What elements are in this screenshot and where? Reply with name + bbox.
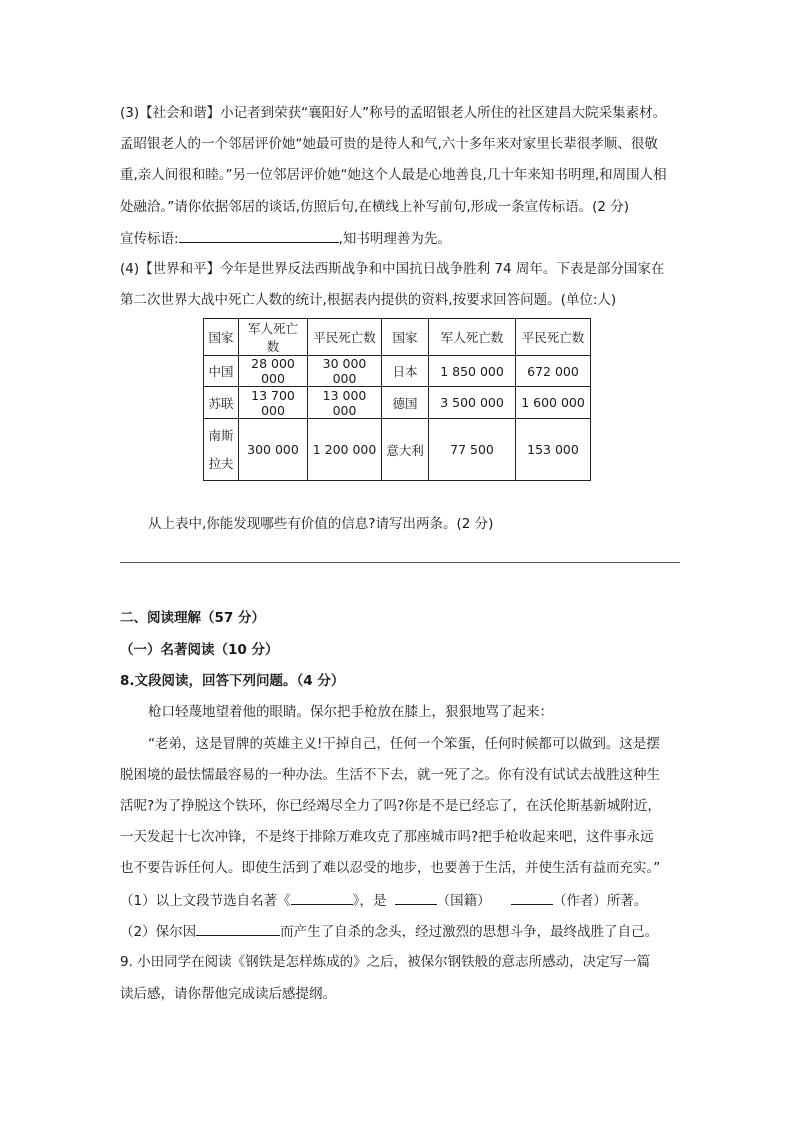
table-header-row <box>204 319 591 356</box>
q3-line-1: (3)【社会和谐】小记者到荣获“襄阳好人”称号的孟昭银老人所住的社区建昌大院采集素材。 <box>120 105 667 121</box>
ww2-deaths-table <box>203 318 591 481</box>
slogan-suffix: ,知书明理善为先。 <box>338 231 451 247</box>
q8-sub1 <box>120 890 647 911</box>
table-row <box>204 356 591 387</box>
q4-line-2: 第二次世界大战中死亡人数的统计,根据表内提供的资料,按要求回答问题。(单位:人) <box>120 292 617 308</box>
table-cell: 南斯 拉夫 <box>204 419 239 481</box>
table-cell: 1 200 000 <box>308 419 382 481</box>
table-cell: 77 500 <box>429 419 516 481</box>
author-blank[interactable] <box>511 890 553 905</box>
table-row <box>204 387 591 419</box>
q8-title: 8.文段阅读，回答下列问题。（4 分） <box>120 673 345 689</box>
table-cell: 300 000 <box>239 419 308 481</box>
subsection-title: （一）名著阅读（10 分） <box>120 642 279 658</box>
table-cell: 中国 <box>204 356 239 387</box>
q4-question: 从上表中,你能发现哪些有价值的信息?请写出两条。(2 分) <box>148 516 494 532</box>
passage-intro: 枪口轻蔑地望着他的眼睛。保尔把手枪放在膝上，狠狠地骂了起来： <box>148 704 553 720</box>
slogan-line <box>120 228 451 249</box>
table-cell: 3 500 000 <box>429 387 516 419</box>
nationality-blank[interactable] <box>395 890 437 905</box>
table-cell: 1 850 000 <box>429 356 516 387</box>
q3-line-4: 处融洽。”请你依据邻居的谈话,仿照后句,在横线上补写前句,形成一条宣传标语。(2 分) <box>120 199 630 215</box>
passage-line-1: “老弟，这是冒牌的英雄主义!干掉自己，任何一个笨蛋，任何时候都可以做到。这是摆 <box>148 736 660 752</box>
table-cell: 13 000 000 <box>308 387 382 419</box>
table-cell: 日本 <box>382 356 429 387</box>
q3-line-3: 重,亲人间很和睦。”另一位邻居评价她“她这个人最是心地善良,几十年来知书明理,和周围人相 <box>120 167 667 183</box>
table-header-cell: 军人死亡数 <box>429 319 516 356</box>
table-cell: 28 000 000 <box>239 356 308 387</box>
passage-line-5: 也不要告诉任何人。即使生活到了难以忍受的地步，也要善于生活，并使生活有益而充实。” <box>120 860 661 876</box>
q8-sub2 <box>120 921 658 942</box>
q3-line-2: 孟昭银老人的一个邻居评价她“她最可贵的是待人和气,六十多年来对家里长辈很孝顺、很敬 <box>120 136 658 152</box>
q8-sub1-text-c: （国籍） <box>436 893 491 909</box>
table-row <box>204 419 591 481</box>
q9-line-2: 读后感，请你帮他完成读后感提纲。 <box>120 986 336 1002</box>
passage-line-2: 脱困境的最怯懦最容易的一种办法。生活不下去，就一死了之。你有没有试试去战胜这种生 <box>120 767 660 783</box>
table-header-cell: 国家 <box>382 319 429 356</box>
table-cell: 德国 <box>382 387 429 419</box>
slogan-blank[interactable] <box>179 228 339 243</box>
passage-line-4: 一天发起十七次冲锋，不是终于排除万难攻克了那座城市吗?把手枪收起来吧，这件事永远 <box>120 829 654 845</box>
q4-line-1: (4)【世界和平】今年是世界反法西斯战争和中国抗日战争胜利 74 周年。下表是部分国家在 <box>120 261 665 277</box>
table-header-cell: 国家 <box>204 319 239 356</box>
q8-sub1-text-b: 》，是 <box>352 893 387 909</box>
table-cell: 1 600 000 <box>516 387 591 419</box>
q9-line-1: 9. 小田同学在阅读《钢铁是怎样炼成的》之后，被保尔钢铁般的意志所感动，决定写一篇 <box>120 954 651 970</box>
reason-blank[interactable] <box>196 921 280 936</box>
section-divider <box>120 562 680 563</box>
section2-title: 二、阅读理解（57 分） <box>120 610 265 626</box>
slogan-prefix: 宣传标语: <box>120 231 179 247</box>
book-title-blank[interactable] <box>291 890 353 905</box>
table-header-cell: 平民死亡数 <box>308 319 382 356</box>
table-cell: 13 700 000 <box>239 387 308 419</box>
table-cell: 30 000 000 <box>308 356 382 387</box>
table-cell: 672 000 <box>516 356 591 387</box>
q8-sub2-text-b: 而产生了自杀的念头，经过激烈的思想斗争，最终战胜了自己。 <box>280 924 659 940</box>
q8-sub1-text-d: （作者）所著。 <box>552 893 648 909</box>
table-cell: 153 000 <box>516 419 591 481</box>
passage-line-3: 活呢?为了挣脱这个铁环，你已经竭尽全力了吗?你是不是已经忘了，在沃伦斯基新城附近， <box>120 798 661 814</box>
q8-sub1-text-a: （1）以上文段节选自名著《 <box>120 893 291 909</box>
table-cell: 苏联 <box>204 387 239 419</box>
q8-sub2-text-a: （2）保尔因 <box>120 924 197 940</box>
table-header-cell: 平民死亡数 <box>516 319 591 356</box>
table-header-cell: 军人死亡数 <box>239 319 308 356</box>
table-cell: 意大利 <box>382 419 429 481</box>
